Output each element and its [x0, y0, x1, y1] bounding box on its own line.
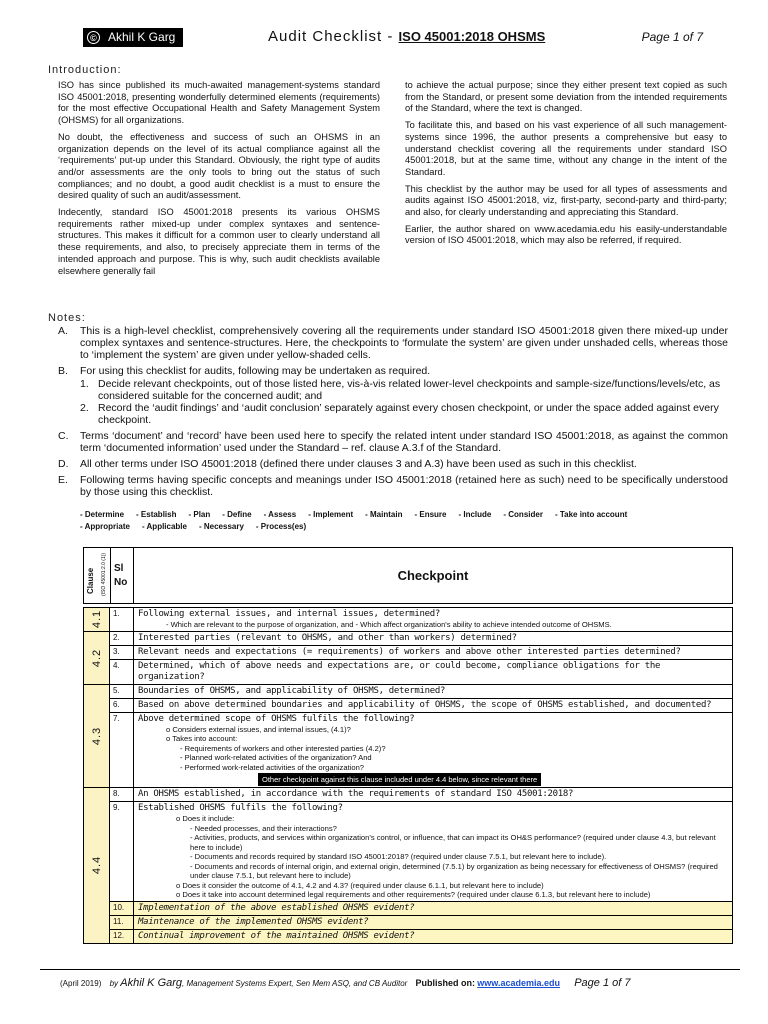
- row-sl-number: 11.: [110, 916, 134, 929]
- checkpoint-text: An OHSMS established, in accordance with the requirements of standard ISO 45001:2018?: [138, 789, 574, 799]
- clause-number: 4.1: [90, 610, 103, 629]
- checkpoint-subitem: - Requirements of workers and other interested parties (4.2)?: [180, 743, 386, 753]
- footer-date: (April 2019): [60, 979, 102, 988]
- table-row: [110, 660, 732, 684]
- note-letter: D.: [58, 458, 69, 470]
- page-header: [83, 28, 703, 50]
- checkpoint-subitem: - Needed processes, and their interactions?: [190, 823, 337, 833]
- document-title: [268, 28, 545, 45]
- term-item: - Ensure: [414, 510, 447, 519]
- row-checkpoint: [134, 699, 732, 712]
- table-row: [110, 699, 732, 713]
- term-item: - Appropriate: [80, 522, 130, 531]
- row-checkpoint: [134, 916, 732, 929]
- row-sl-number: 10.: [110, 902, 134, 915]
- clause-cell: [84, 685, 110, 788]
- row-checkpoint: [134, 902, 732, 915]
- footer-page-number: Page 1 of 7: [574, 977, 631, 989]
- row-sl-number: 7.: [110, 713, 134, 788]
- checklist-table-header: [83, 547, 733, 604]
- checkpoint-text: Relevant needs and expectations (= requirements) of workers and above other interested parties determined?: [138, 646, 681, 657]
- checkpoint-subitem: o Takes into account:: [166, 734, 238, 743]
- checkpoint-text: Determined, which of above needs and expectations are, or could become, compliance obligations for the organization?: [138, 660, 661, 682]
- table-row: [110, 902, 732, 916]
- clause-header-sublabel: (ISO 45001:2.0 (1)): [101, 552, 107, 596]
- subitem-text: Record the ‘audit findings’ and ‘audit conclusion’ separately against every chosen checkpoint, or under the space added against every checkpoint.: [98, 402, 719, 426]
- checkpoint-text: Boundaries of OHSMS, and applicability of OHSMS, determined?: [138, 685, 446, 696]
- clause-rows: [110, 788, 732, 943]
- checkpoint-text: Established OHSMS fulfils the following?: [138, 803, 343, 813]
- row-sl-number: 9.: [110, 802, 134, 901]
- clause-group: [83, 607, 733, 631]
- checkpoint-subitem: - Which are relevant to the purpose of organization, and - Which affect organization's ability to achieve intended outcome of OHSMS.: [166, 620, 612, 629]
- checkpoint-text: Continual improvement of the maintained OHSMS evident?: [138, 930, 415, 941]
- table-row: [110, 802, 732, 902]
- term-item: - Applicable: [141, 522, 187, 531]
- checkpoint-subitem: - Performed work-related activities of the organization?: [180, 762, 365, 772]
- note-subitem: [58, 402, 728, 426]
- row-checkpoint: [134, 646, 732, 659]
- intro-paragraph: To facilitate this, and based on his vast experience of all such management-systems since 1996, the author presents a comprehensive but easy to understand checklist covering all the requirements under standard ISO 45001:2018, but at the same time, without any change in the intent of the Standard.: [405, 120, 727, 177]
- clause-cell: [84, 632, 110, 684]
- term-item: - Necessary: [198, 522, 244, 531]
- checkpoint-column-header: Checkpoint: [397, 568, 469, 583]
- clause-group: [83, 631, 733, 684]
- note-text: Following terms having specific concepts and meanings under ISO 45001:2018 (retained here as such) need to be specifically understood by those using this checklist.: [80, 474, 728, 498]
- clause-group: [83, 684, 733, 788]
- clause-column-header: [84, 548, 111, 603]
- table-row: [110, 713, 732, 788]
- author-badge: [83, 28, 183, 47]
- intro-right-column: [405, 80, 727, 252]
- note-item: [58, 474, 728, 498]
- note-letter: C.: [58, 430, 69, 442]
- clause-cell: [84, 608, 110, 631]
- note-item: [58, 458, 728, 470]
- sl-column-header: [110, 548, 134, 603]
- subitem-number: 1.: [80, 378, 89, 390]
- checkpoint-subitem: - Documents and records of internal origin, and external origin, determined (7.5.1) by organization as being necessary for effectiveness of OHSMS? (required under clause 7.5.1, but relevant here to include): [190, 861, 718, 880]
- page-footer: [60, 977, 740, 989]
- table-row: [110, 916, 732, 930]
- table-row: [110, 930, 732, 943]
- row-checkpoint: [134, 930, 732, 943]
- clause-header-label: Clause: [86, 567, 95, 594]
- intro-paragraph: Earlier, the author shared on www.acedamia.edu his easily-understandable version of ISO 45001:2018, which may also be referred, if required.: [405, 223, 727, 246]
- table-row: [110, 646, 732, 660]
- clause-rows: [110, 608, 732, 631]
- sl-header-line: No: [114, 577, 128, 588]
- subitem-number: 2.: [80, 402, 89, 414]
- clause-number: 4.4: [90, 856, 103, 875]
- note-item: [58, 430, 728, 454]
- title-prefix: Audit Checklist -: [268, 28, 399, 45]
- checkpoint-text: Based on above determined boundaries and applicability of OHSMS, the scope of OHSMS established, and documented?: [138, 699, 712, 710]
- clause-rows: [110, 685, 732, 788]
- row-checkpoint: [134, 608, 732, 631]
- row-sl-number: 3.: [110, 646, 134, 659]
- footer-published-label: Published on:: [415, 978, 476, 988]
- notes-heading: Notes:: [48, 312, 86, 324]
- term-item: - Include: [458, 510, 492, 519]
- row-checkpoint: [134, 660, 732, 684]
- footer-author: Akhil K Garg: [120, 977, 183, 989]
- intro-paragraph: This checklist by the author may be used for all types of assessments and audits against ISO 45001:2018, viz, first-party, second-party and third-party; and also, for clearly understanding and appreciating this Standard.: [405, 183, 727, 218]
- row-sl-number: 8.: [110, 788, 134, 801]
- checkpoint-text: Interested parties (relevant to OHSMS, and other than workers) determined?: [138, 632, 517, 643]
- terms-list: [80, 509, 730, 533]
- term-item: - Determine: [80, 510, 125, 519]
- checkpoint-text: Maintenance of the implemented OHSMS evident?: [138, 916, 369, 927]
- checklist-table-body: [83, 607, 733, 944]
- intro-paragraph: ISO has since published its much-awaited management-systems standard ISO 45001:2018, presenting wonderfully determined elements (requirements) for the most effective Occupational Health and Safety Management System (OHSMS) for all organizations.: [58, 80, 380, 126]
- term-item: - Implement: [308, 510, 354, 519]
- intro-paragraph: to achieve the actual purpose; since they either present text copied as such from the Standard, or present some deviation from the intended requirements of the Standard, where the text is changed.: [405, 80, 727, 114]
- row-checkpoint: [134, 685, 732, 698]
- footer-role: , Management Systems Expert, Sen Mem ASQ, and CB Auditor: [182, 979, 408, 988]
- term-item: - Define: [222, 510, 252, 519]
- sl-header-line: Sl: [114, 563, 124, 574]
- note-text: Terms ‘document’ and ‘record’ have been used here to specify the related intent under standard ISO 45001:2018, as against the common term ‘documented information’ used under the Standard – ref. clause A.3.f of the Standard.: [80, 430, 728, 454]
- term-item: - Assess: [263, 510, 297, 519]
- clause-number: 4.2: [90, 648, 103, 667]
- terms-row: [80, 509, 730, 521]
- table-row: [110, 608, 732, 631]
- table-row: [110, 685, 732, 699]
- footer-by: by: [109, 979, 119, 988]
- row-sl-number: 12.: [110, 930, 134, 943]
- row-checkpoint: [134, 632, 732, 645]
- terms-row: [80, 521, 730, 533]
- note-text: For using this checklist for audits, following may be undertaken as required.: [80, 365, 431, 377]
- term-item: - Consider: [503, 510, 543, 519]
- note-text: This is a high-level checklist, comprehensively covering all the requirements under standard ISO 45001:2018 given there mixed-up under complex syntaxes and sentence-structures. Here, the checkpoints to ‘formulate the system’ are given under unshaded cells, whereas those to ‘implement the system’ are given under yellow-shaded cells.: [80, 325, 728, 361]
- row-checkpoint: [134, 802, 732, 901]
- intro-left-column: [58, 80, 380, 300]
- checkpoint-subitem: o Does it take into account determined legal requirements and other requirements? (required under clause 6.1.3, but relevant here to include): [176, 890, 651, 899]
- title-standard: ISO 45001:2018 OHSMS: [398, 29, 546, 44]
- checkpoint-text: Implementation of the above established OHSMS evident?: [138, 902, 415, 913]
- clause-number: 4.3: [90, 726, 103, 745]
- checkpoint-subitem: - Planned work-related activities of the organization? And: [180, 753, 372, 762]
- row-checkpoint: [134, 713, 732, 788]
- term-item: - Maintain: [365, 510, 403, 519]
- note-subitem: [58, 378, 728, 402]
- term-item: - Take into account: [554, 510, 628, 519]
- table-row: [110, 632, 732, 646]
- header-author: Akhil K Garg: [108, 30, 176, 44]
- note-letter: E.: [58, 474, 68, 486]
- note-letter: B.: [58, 365, 68, 377]
- copyright-icon: ©: [87, 31, 100, 44]
- clause-rows: [110, 632, 732, 684]
- note-letter: A.: [58, 325, 68, 337]
- checkpoint-text: Above determined scope of OHSMS fulfils the following?: [138, 713, 415, 724]
- row-checkpoint: [134, 788, 732, 801]
- checkpoint-subitem: o Considers external issues, and internal issues, (4.1)?: [166, 724, 351, 734]
- row-sl-number: 1.: [110, 608, 134, 631]
- notes-list: [58, 325, 728, 502]
- footer-link[interactable]: www.academia.edu: [477, 978, 560, 988]
- intro-paragraph: No doubt, the effectiveness and success of such an OHSMS in an organization depends on the level of its actual compliance against all the ‘requirements’ put-up under this Standard. Obviously, the right type of audits and/or assessments are the only tools to bring out the status of such compliances; and no doubt, a good audit checklist is a must to ensure the desired quality of such an audit/assessment.: [58, 131, 380, 201]
- clause-callout: Other checkpoint against this clause included under 4.4 below, since relevant there: [258, 773, 541, 786]
- checkpoint-subitem: o Does it consider the outcome of 4.1, 4.2 and 4.3? (required under clause 6.1.1, but relevant here to include): [176, 880, 544, 890]
- subitem-text: Decide relevant checkpoints, out of those listed here, vis-à-vis related lower-level checkpoints and sample-size/functions/levels/etc, as considered suitable for the concerned audit; and: [98, 378, 721, 402]
- checkpoint-text: Following external issues, and internal issues, determined?: [138, 609, 440, 619]
- clause-cell: [84, 788, 110, 943]
- term-item: - Establish: [136, 510, 177, 519]
- term-item: - Plan: [188, 510, 211, 519]
- note-text: All other terms under ISO 45001:2018 (defined there under clauses 3 and A.3) have been used as such in this checklist.: [80, 458, 637, 470]
- row-sl-number: 5.: [110, 685, 134, 698]
- table-row: [110, 788, 732, 802]
- row-sl-number: 2.: [110, 632, 134, 645]
- checkpoint-subitem: o Does it include:: [176, 814, 235, 823]
- intro-heading: Introduction:: [48, 64, 122, 76]
- row-sl-number: 4.: [110, 660, 134, 684]
- term-item: - Process(es): [255, 522, 307, 531]
- clause-group: [83, 787, 733, 944]
- checkpoint-subitem: - Documents and records required by standard ISO 45001:2018? (required under clause 7.5.1, but relevant here to include).: [190, 852, 607, 861]
- header-page-number: Page 1 of 7: [641, 30, 703, 44]
- note-item: [58, 365, 728, 377]
- intro-paragraph: Indecently, standard ISO 45001:2018 presents its various OHSMS requirements rather mixed-up under complex syntaxes and sentence-structures. This makes it difficult for a common user to clearly understand all these requirements, and also, to precisely appreciate them in terms of the intended approach and purpose. This is why, such audit checklists available elsewhere generally fail: [58, 207, 380, 276]
- checkpoint-subitem: - Activities, products, and services within organization's control, or influence, that can impact its OH&S performance? (required under clause 4.3, but relevant here to include): [190, 833, 716, 852]
- footer-divider: [40, 969, 740, 970]
- row-sl-number: 6.: [110, 699, 134, 712]
- note-item: [58, 325, 728, 361]
